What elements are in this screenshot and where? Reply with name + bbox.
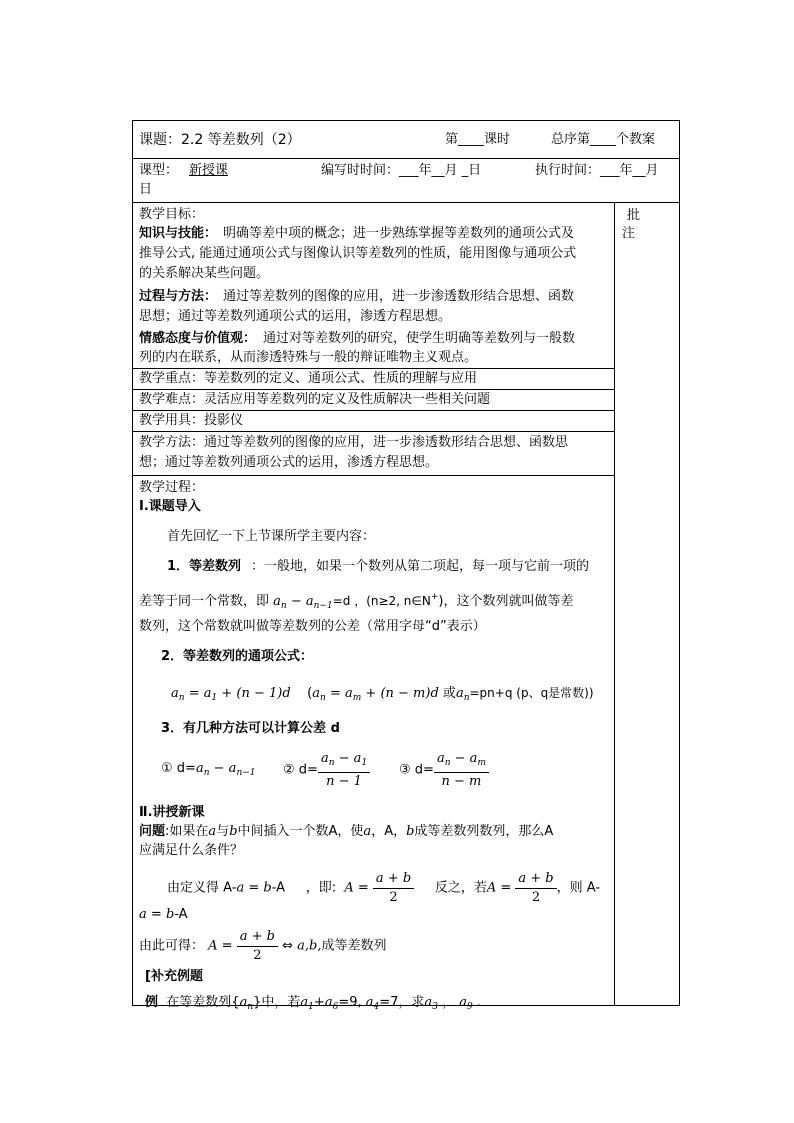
- execution-time: 执行时间：___年__月: [535, 163, 659, 178]
- def-ie: ，即:: [305, 880, 337, 896]
- method-3: [399, 750, 489, 791]
- notes-label-1: 批: [627, 208, 641, 223]
- point-2-label: 2．等差数列的通项公式：: [161, 649, 314, 664]
- difficulty-row: [133, 390, 615, 411]
- definition-line: 由定义得 A-a = b-A ，即: A = $\frac{a + b}{2}$ 反之，若A = $\frac{a + b}{2}$ ，则 A-: [167, 871, 601, 905]
- type-label: 课型：: [139, 163, 179, 178]
- point-3-label: 3．有几种方法可以计算公差 d: [161, 721, 340, 736]
- definition-line-2: a = b-A: [139, 907, 188, 922]
- method-1-d: d=: [176, 761, 196, 776]
- method-3-marker: ③: [399, 762, 411, 778]
- key-point: 教学重点：等差数列的定义、通项公式、性质的理解与应用: [139, 371, 478, 386]
- example-line: 例 在等差数列$\{a_n\}$中，若$a_1+a_6=9$, $a_4=7$，求$a_3$ ， $a_9$ .: [145, 995, 481, 1012]
- knowledge-line-2: 推导公式, 能通过通项公式与图像认识等差数列的性质，能用图像与通项公式: [139, 246, 577, 261]
- point-2-formula: $a_n = a_1 + (n - 1)d$ ($a_n = a_m + (n - m)d$ 或$a_n=pn+q$ (p、q是常数)): [171, 686, 594, 703]
- point-2-tail: =pn+q (p、q是常数)): [469, 686, 594, 700]
- method-2-d: d=: [298, 762, 318, 778]
- process-method-line-1: 通过等差数列的图像的应用，进一步渗透数形结合思想、函数: [223, 289, 575, 304]
- lesson-number: 第____课时: [445, 132, 511, 147]
- example-text-5: ，: [442, 995, 456, 1010]
- lesson-plan-table: [132, 120, 680, 1012]
- def-text: 由定义得 A-: [167, 880, 237, 896]
- conclusion-line: 由此可得： A = $\frac{a + b}{2}$ ⇔ a,b,成等差数列: [139, 929, 387, 963]
- process-block: [133, 476, 615, 1012]
- fraction-5: $\frac{a + b}{2}$: [237, 928, 278, 965]
- process-heading: 教学过程：: [139, 480, 205, 495]
- def-converse: 反之，若: [434, 880, 487, 896]
- goals-block: [133, 203, 615, 369]
- point-1-label: 1．等差数列: [167, 559, 242, 574]
- point-1-text-2a: 差等于同一个常数，即: [139, 594, 270, 609]
- method-1-marker: ①: [161, 761, 173, 776]
- point-1-text-3: 数列，这个常数就叫做等差数列的公差（常用字母“d”表示）: [139, 619, 486, 634]
- process-method-line-2: 思想；通过等差数列通项公式的运用，渗透方程思想。: [139, 309, 452, 324]
- question-text-1: :如果在: [165, 824, 209, 839]
- example-text-1: 在等差数列{: [166, 995, 240, 1010]
- info-row: [133, 159, 679, 203]
- def-text-2: -A: [271, 880, 286, 896]
- method-row: [133, 432, 615, 476]
- type-value: 新授课: [189, 163, 229, 178]
- method-3-d: d=: [414, 762, 434, 778]
- example-label: 例: [145, 995, 159, 1010]
- attitude-line-1: 通过对等差数列的研究，使学生明确等差数列与一般数: [263, 331, 576, 346]
- example-text-3: =9,: [338, 995, 362, 1010]
- point-1-text-2: 差等于同一个常数，即 $a_n - a_{n-1}=d$ ，(n≥2, n∈N+)，这个数列就叫做等差: [139, 592, 574, 611]
- knowledge-line-3: 的关系解决某些问题。: [139, 266, 270, 281]
- attitude-line-2: 列的内在联系，从而渗透特殊与一般的辩证唯物主义观点。: [139, 350, 478, 365]
- point-1-text-2c: )，这个数列就叫做等差: [438, 594, 574, 609]
- question-text-3: ，A，: [371, 824, 407, 839]
- tools: 教学用具：投影仪: [139, 413, 244, 428]
- point-1-text-1: ：一般地，如果一个数列从第二项起，每一项与它前一项的: [251, 559, 590, 574]
- written-time: 编写时时间：___年__月 _日: [321, 163, 482, 178]
- question-line-2: 应满足什么条件？: [139, 843, 244, 858]
- notes-label-2: 注: [622, 226, 636, 241]
- question-label: 问题: [139, 824, 166, 839]
- knowledge-line-1: 明确等差中项的概念；进一步熟练掌握等差数列的通项公式及: [223, 226, 575, 241]
- fraction-2: $\frac{a_n - a_m}{n - m}$: [434, 750, 489, 791]
- example-text-2: }中，若: [253, 995, 301, 1010]
- title-row: [133, 121, 679, 159]
- example-text-4: =7，求: [379, 995, 425, 1010]
- question-text-2: 中间插入一个数A，使: [237, 824, 364, 839]
- method-2-marker: ②: [283, 762, 295, 778]
- method-line-1: 教学方法：通过等差数列的图像的应用，进一步渗透数形结合思想、函数思: [139, 435, 569, 450]
- def-then: ，则 A-: [556, 880, 601, 896]
- goals-heading: 教学目标：: [139, 207, 205, 222]
- section-new-lesson: Ⅱ.讲授新课: [139, 805, 205, 820]
- method-1: ① $d=a_n - a_{n-1}$: [161, 761, 256, 778]
- total-plan-number: 总序第____个教案: [551, 132, 656, 147]
- fraction-3: $\frac{a + b}{2}$: [373, 870, 414, 907]
- fraction-4: $\frac{a + b}{2}$: [515, 870, 556, 907]
- question-text-4: 成等差数列数列，那么A: [414, 824, 554, 839]
- difficulty: 教学难点：灵活应用等差数列的定义及性质解决一些相关问题: [139, 392, 491, 407]
- process-method-label: 过程与方法：: [139, 289, 218, 304]
- question-line-1: 问题:如果在a与b中间插入一个数A，使a，A，b成等差数列数列，那么A: [139, 824, 554, 839]
- section-intro: Ⅰ.课题导入: [139, 499, 201, 514]
- key-point-row: [133, 369, 615, 390]
- method-2: [283, 750, 370, 791]
- method-line-2: 想；通过等差数列通项公式的运用，渗透方程思想。: [139, 455, 439, 470]
- lesson-title: 课题：2.2 等差数列（2）: [139, 132, 301, 148]
- point-1-text-2b: =d ，(n≥2, n∈N: [332, 594, 431, 608]
- recall-text: 首先回忆一下上节课所学主要内容：: [167, 529, 376, 544]
- attitude-label: 情感态度与价值观：: [139, 331, 257, 346]
- conclusion-text: 由此可得：: [139, 938, 205, 954]
- tools-row: [133, 411, 615, 432]
- execution-day: 日: [139, 182, 153, 197]
- supplementary-examples: [补充例题: [145, 969, 203, 984]
- conclusion-tail: 成等差数列: [321, 938, 387, 954]
- fraction-1: $\frac{a_n - a_1}{n - 1}$: [318, 750, 370, 791]
- or-text: 或: [442, 686, 456, 701]
- knowledge-label: 知识与技能：: [139, 226, 218, 241]
- def-line-2-text: -A: [174, 907, 188, 922]
